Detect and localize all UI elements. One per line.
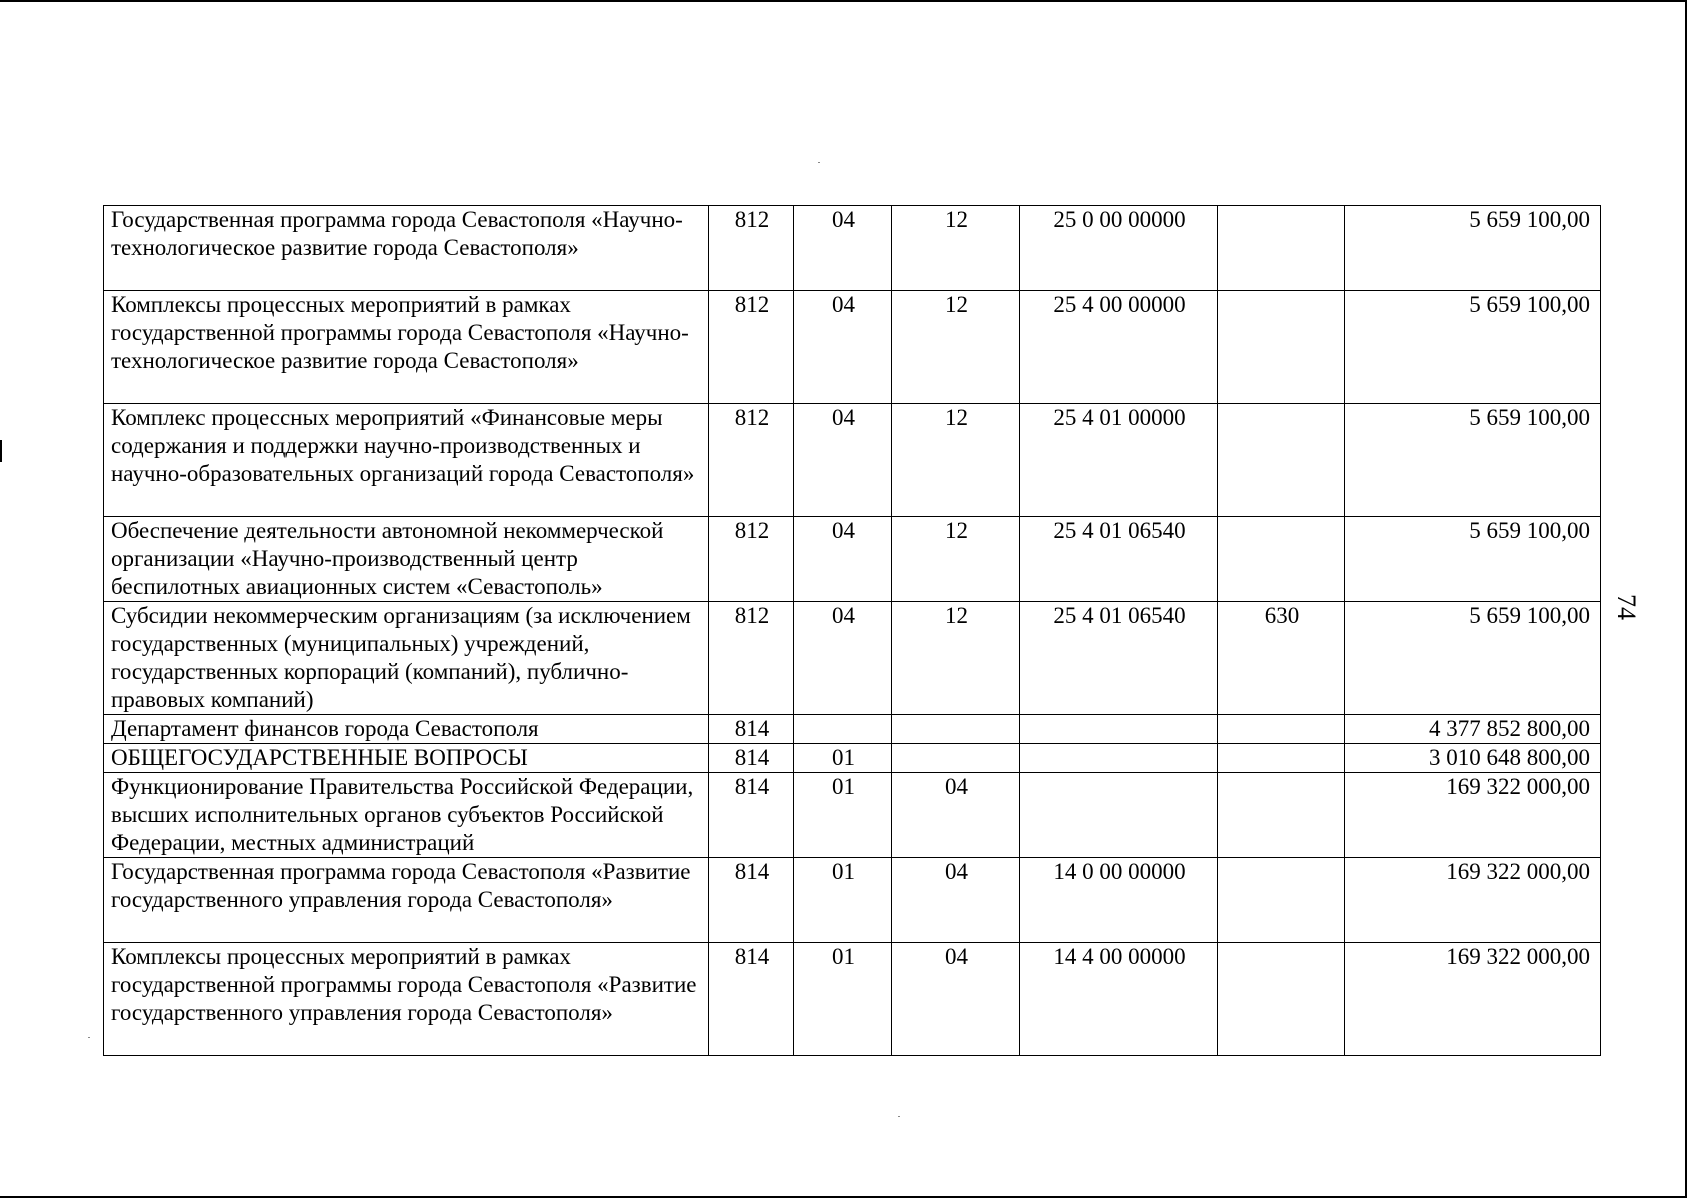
row-target-article: 25 0 00 00000 xyxy=(1020,206,1218,291)
row-target-article xyxy=(1020,744,1218,773)
table-row xyxy=(104,943,1601,1056)
row-subsection: 12 xyxy=(892,291,1020,404)
row-section: 04 xyxy=(794,206,892,291)
row-grbs: 814 xyxy=(709,858,794,943)
row-section: 04 xyxy=(794,517,892,602)
budget-table xyxy=(103,205,1601,1056)
row-grbs: 814 xyxy=(709,715,794,744)
scan-speck xyxy=(898,1116,900,1117)
page-number: 74 xyxy=(1612,594,1641,620)
table-row xyxy=(104,206,1601,291)
row-expense-type xyxy=(1218,858,1345,943)
row-target-article: 14 4 00 00000 xyxy=(1020,943,1218,1056)
scan-speck xyxy=(88,1037,90,1038)
row-subsection: 12 xyxy=(892,517,1020,602)
row-expense-type xyxy=(1218,517,1345,602)
row-sum: 3 010 648 800,00 xyxy=(1345,744,1601,773)
row-section: 04 xyxy=(794,291,892,404)
table-row xyxy=(104,404,1601,517)
row-expense-type xyxy=(1218,291,1345,404)
row-target-article: 25 4 01 06540 xyxy=(1020,602,1218,715)
row-name: Обеспечение деятельности автономной некоммерческой организации «Научно-производственный центр беспилотных авиационных систем «Севастополь» xyxy=(104,517,709,602)
row-sum: 5 659 100,00 xyxy=(1345,206,1601,291)
row-expense-type xyxy=(1218,943,1345,1056)
row-section: 01 xyxy=(794,943,892,1056)
row-section xyxy=(794,715,892,744)
row-target-article: 25 4 01 00000 xyxy=(1020,404,1218,517)
row-sum: 169 322 000,00 xyxy=(1345,943,1601,1056)
row-grbs: 812 xyxy=(709,404,794,517)
row-expense-type xyxy=(1218,744,1345,773)
row-target-article xyxy=(1020,715,1218,744)
scan-speck xyxy=(818,162,820,163)
row-name: Комплекс процессных мероприятий «Финансовые меры содержания и поддержки научно-производственных и научно-образовательных организаций города Севастополя» xyxy=(104,404,709,517)
table-row xyxy=(104,773,1601,858)
row-subsection: 04 xyxy=(892,943,1020,1056)
row-sum: 5 659 100,00 xyxy=(1345,291,1601,404)
table-row xyxy=(104,291,1601,404)
table-row xyxy=(104,517,1601,602)
row-section: 01 xyxy=(794,773,892,858)
row-section: 01 xyxy=(794,744,892,773)
row-target-article: 14 0 00 00000 xyxy=(1020,858,1218,943)
row-target-article xyxy=(1020,773,1218,858)
row-subsection: 04 xyxy=(892,858,1020,943)
row-subsection xyxy=(892,744,1020,773)
row-section: 04 xyxy=(794,602,892,715)
row-grbs: 812 xyxy=(709,517,794,602)
row-grbs: 812 xyxy=(709,291,794,404)
row-sum: 5 659 100,00 xyxy=(1345,602,1601,715)
row-subsection: 12 xyxy=(892,602,1020,715)
row-name: Комплексы процессных мероприятий в рамках государственной программы города Севастополя «Развитие государственного управления города Севастополя» xyxy=(104,943,709,1056)
row-name: Функционирование Правительства Российской Федерации, высших исполнительных органов субъектов Российской Федерации, местных администраций xyxy=(104,773,709,858)
row-expense-type xyxy=(1218,206,1345,291)
row-sum: 169 322 000,00 xyxy=(1345,858,1601,943)
row-grbs: 812 xyxy=(709,602,794,715)
row-section: 04 xyxy=(794,404,892,517)
row-target-article: 25 4 01 06540 xyxy=(1020,517,1218,602)
row-subsection: 12 xyxy=(892,206,1020,291)
row-expense-type xyxy=(1218,404,1345,517)
row-name: Государственная программа города Севастополя «Научно-технологическое развитие города Севастополя» xyxy=(104,206,709,291)
row-target-article: 25 4 00 00000 xyxy=(1020,291,1218,404)
row-subsection xyxy=(892,715,1020,744)
row-grbs: 814 xyxy=(709,773,794,858)
row-grbs: 812 xyxy=(709,206,794,291)
row-sum: 5 659 100,00 xyxy=(1345,404,1601,517)
table-row xyxy=(104,744,1601,773)
row-expense-type: 630 xyxy=(1218,602,1345,715)
row-grbs: 814 xyxy=(709,943,794,1056)
row-sum: 4 377 852 800,00 xyxy=(1345,715,1601,744)
table-row xyxy=(104,858,1601,943)
row-sum: 169 322 000,00 xyxy=(1345,773,1601,858)
row-section: 01 xyxy=(794,858,892,943)
row-name: Департамент финансов города Севастополя xyxy=(104,715,709,744)
row-name: Субсидии некоммерческим организациям (за исключением государственных (муниципальных) учреждений, государственных корпораций (компаний), публично-правовых компаний) xyxy=(104,602,709,715)
row-subsection: 12 xyxy=(892,404,1020,517)
row-subsection: 04 xyxy=(892,773,1020,858)
row-name: Комплексы процессных мероприятий в рамках государственной программы города Севастополя «Научно-технологическое развитие города Севастополя» xyxy=(104,291,709,404)
scan-edge-mark xyxy=(0,440,2,462)
row-expense-type xyxy=(1218,715,1345,744)
row-grbs: 814 xyxy=(709,744,794,773)
row-name: Государственная программа города Севастополя «Развитие государственного управления города Севастополя» xyxy=(104,858,709,943)
table-row xyxy=(104,715,1601,744)
row-sum: 5 659 100,00 xyxy=(1345,517,1601,602)
row-name: ОБЩЕГОСУДАРСТВЕННЫЕ ВОПРОСЫ xyxy=(104,744,709,773)
table-row xyxy=(104,602,1601,715)
row-expense-type xyxy=(1218,773,1345,858)
